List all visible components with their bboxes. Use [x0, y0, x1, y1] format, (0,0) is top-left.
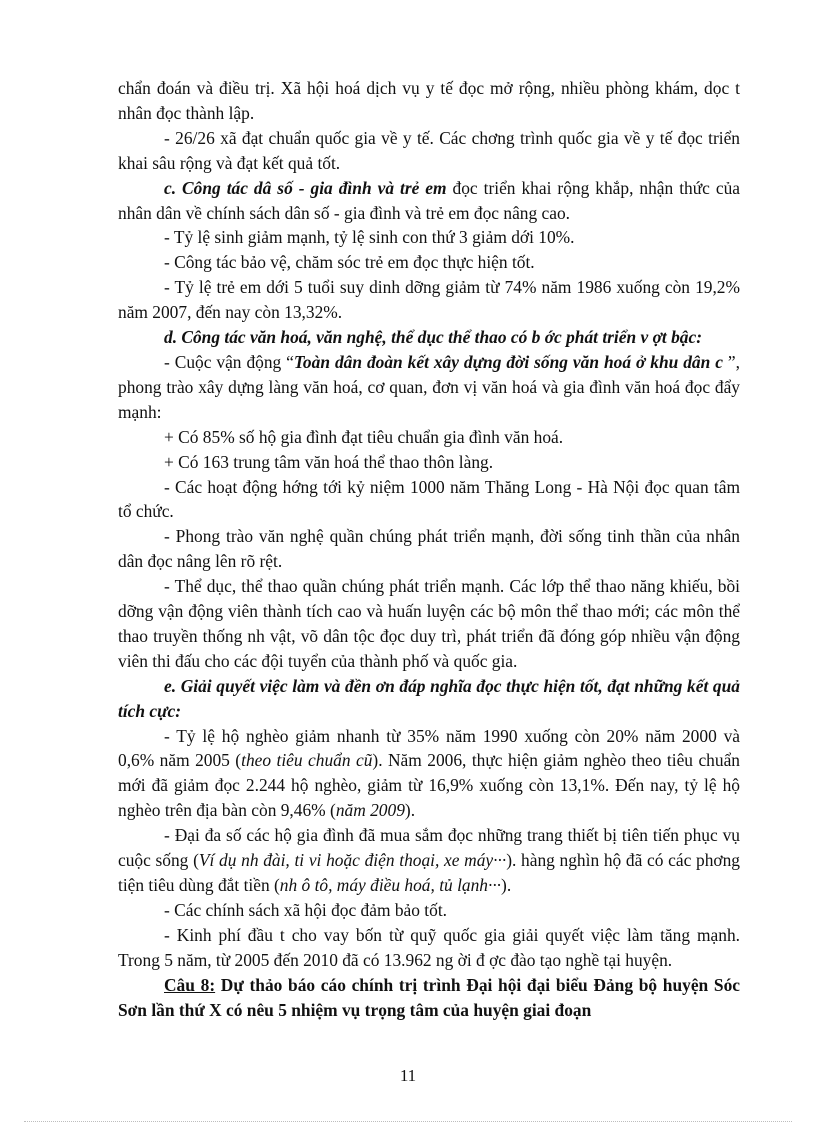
text-run: - Tỷ lệ hộ nghèo giảm nhanh từ 35% năm 1990 xuống còn 20% năm 2000 và 0,6% năm 2005 ( — [118, 725, 740, 771]
text-run: ). Năm 2006, thực hiện giảm nghèo theo tiêu chuẩn mới đã giảm đọc 2.244 hộ nghèo, giảm từ 16,9% xuống còn 13,1%. Đến nay, tỷ lệ hộ nghèo trên địa bàn còn 9,46% ( — [118, 750, 740, 821]
text-run: nh ô tô, máy điều hoá, tủ lạnh··· — [279, 875, 502, 895]
text-run: Câu 8: — [164, 974, 216, 995]
text-run: ”, phong trào xây dựng làng văn hoá, cơ quan, đơn vị văn hoá và gia đình văn hoá đọc đẩy mạnh: — [118, 351, 740, 422]
paragraph — [118, 250, 740, 275]
paragraph — [118, 823, 740, 898]
paragraph — [118, 898, 740, 923]
text-run: - Kinh phí đầu t cho vay bốn từ quỹ quốc gia giải quyết việc làm tăng mạnh. Trong 5 năm, từ 2005 đến 2010 đã có 13.962 ng ời đ ợc đào tạo nghề tại huyện. — [118, 924, 740, 970]
text-run: - Tỷ lệ sinh giảm mạnh, tỷ lệ sinh con thứ 3 giảm dới 10%. — [164, 227, 575, 248]
paragraph — [118, 425, 740, 450]
paragraph — [118, 923, 740, 973]
text-run: - Công tác bảo vệ, chăm sóc trẻ em đọc thực hiện tốt. — [164, 252, 535, 273]
text-run: - Thể dục, thể thao quần chúng phát triển mạnh. Các lớp thể thao năng khiếu, bồi dỡng vận động viên thành tích cao và huấn luyện các bộ môn thể thao mới; các môn thể thao truyền thống nh vật, võ dân tộc đọc duy trì, phát triển đã đóng góp nhiều vận động viên thi đấu cho các đội tuyển của thành phố và quốc gia. — [118, 576, 740, 671]
text-run: - Các hoạt động hớng tới kỷ niệm 1000 năm Thăng Long - Hà Nội đọc quan tâm tổ chức. — [118, 476, 740, 522]
text-run: ). — [404, 800, 416, 821]
paragraph — [118, 126, 740, 176]
text-run: - Cuộc vận động “ — [164, 351, 294, 372]
paragraph — [118, 674, 740, 724]
text-run: - Đại đa số các hộ gia đình đã mua sắm đọc những trang thiết bị tiên tiến phục vụ cuộc sống ( — [118, 825, 740, 871]
paragraph — [118, 275, 740, 325]
paragraph — [118, 76, 740, 126]
text-run: - 26/26 xã đạt chuẩn quốc gia về y tế. Các chơng trình quốc gia về y tế đọc triển khai sâu rộng và đạt kết quả tốt. — [118, 127, 740, 173]
paragraph — [118, 973, 740, 1023]
text-run: - Các chính sách xã hội đọc đảm bảo tốt. — [164, 899, 447, 920]
text-run: theo tiêu chuẩn cũ — [241, 750, 373, 771]
paragraph — [118, 574, 740, 674]
paragraph — [118, 350, 740, 425]
text-run: - Phong trào văn nghệ quần chúng phát triển mạnh, đời sống tinh thần của nhân dân đọc nâng lên rõ rệt. — [118, 526, 740, 572]
text-run: ). — [501, 875, 512, 895]
paragraph — [118, 450, 740, 475]
paragraph — [118, 524, 740, 574]
text-run: Ví dụ nh đài, ti vi hoặc điện thoại, xe máy··· — [198, 850, 507, 871]
text-run: năm 2009 — [335, 800, 405, 821]
paragraph — [118, 176, 740, 226]
page-bottom-border — [24, 1121, 792, 1122]
paragraph — [118, 475, 740, 525]
text-run: + Có 163 trung tâm văn hoá thể thao thôn làng. — [164, 451, 494, 472]
text-run: d. Công tác văn hoá, văn nghệ, thể dục thể thao có b ớc phát triển v ợt bậc: — [164, 327, 702, 348]
body-text — [118, 76, 740, 1022]
paragraph — [118, 225, 740, 250]
text-run: + Có 85% số hộ gia đình đạt tiêu chuẩn gia đình văn hoá. — [164, 426, 564, 447]
text-run: ). hàng nghìn hộ đã có các phơng tiện tiêu dùng đắt tiền ( — [118, 850, 740, 895]
text-run: đọc triển khai rộng khắp, nhận thức của nhân dân về chính sách dân số - gia đình và trẻ em đọc nâng cao. — [118, 177, 740, 223]
page-number: 11 — [399, 1066, 417, 1085]
paragraph — [118, 325, 740, 350]
text-run: Dự thảo báo cáo chính trị trình Đại hội đại biểu Đảng bộ huyện Sóc Sơn lần thứ X có nêu 5 nhiệm vụ trọng tâm của huyện giai đoạn — [118, 974, 740, 1020]
paragraph — [118, 724, 740, 824]
text-run: c. Công tác dâ số - gia đình và trẻ em — [164, 177, 447, 198]
text-run: - Tỷ lệ trẻ em dới 5 tuổi suy dinh dỡng giảm từ 74% năm 1986 xuống còn 19,2% năm 2007, đến nay còn 13,32%. — [118, 277, 740, 323]
text-run: e. Giải quyết việc làm và đền ơn đáp nghĩa đọc thực hiện tốt, đạt những kết quả tích cực: — [118, 675, 740, 721]
text-run: Toàn dân đoàn kết xây dựng đời sống văn hoá ở khu dân c — [293, 351, 728, 372]
text-run: chẩn đoán và điều trị. Xã hội hoá dịch vụ y tế đọc mở rộng, nhiều phòng khám, dọc t nhân đọc thành lập. — [118, 78, 740, 123]
